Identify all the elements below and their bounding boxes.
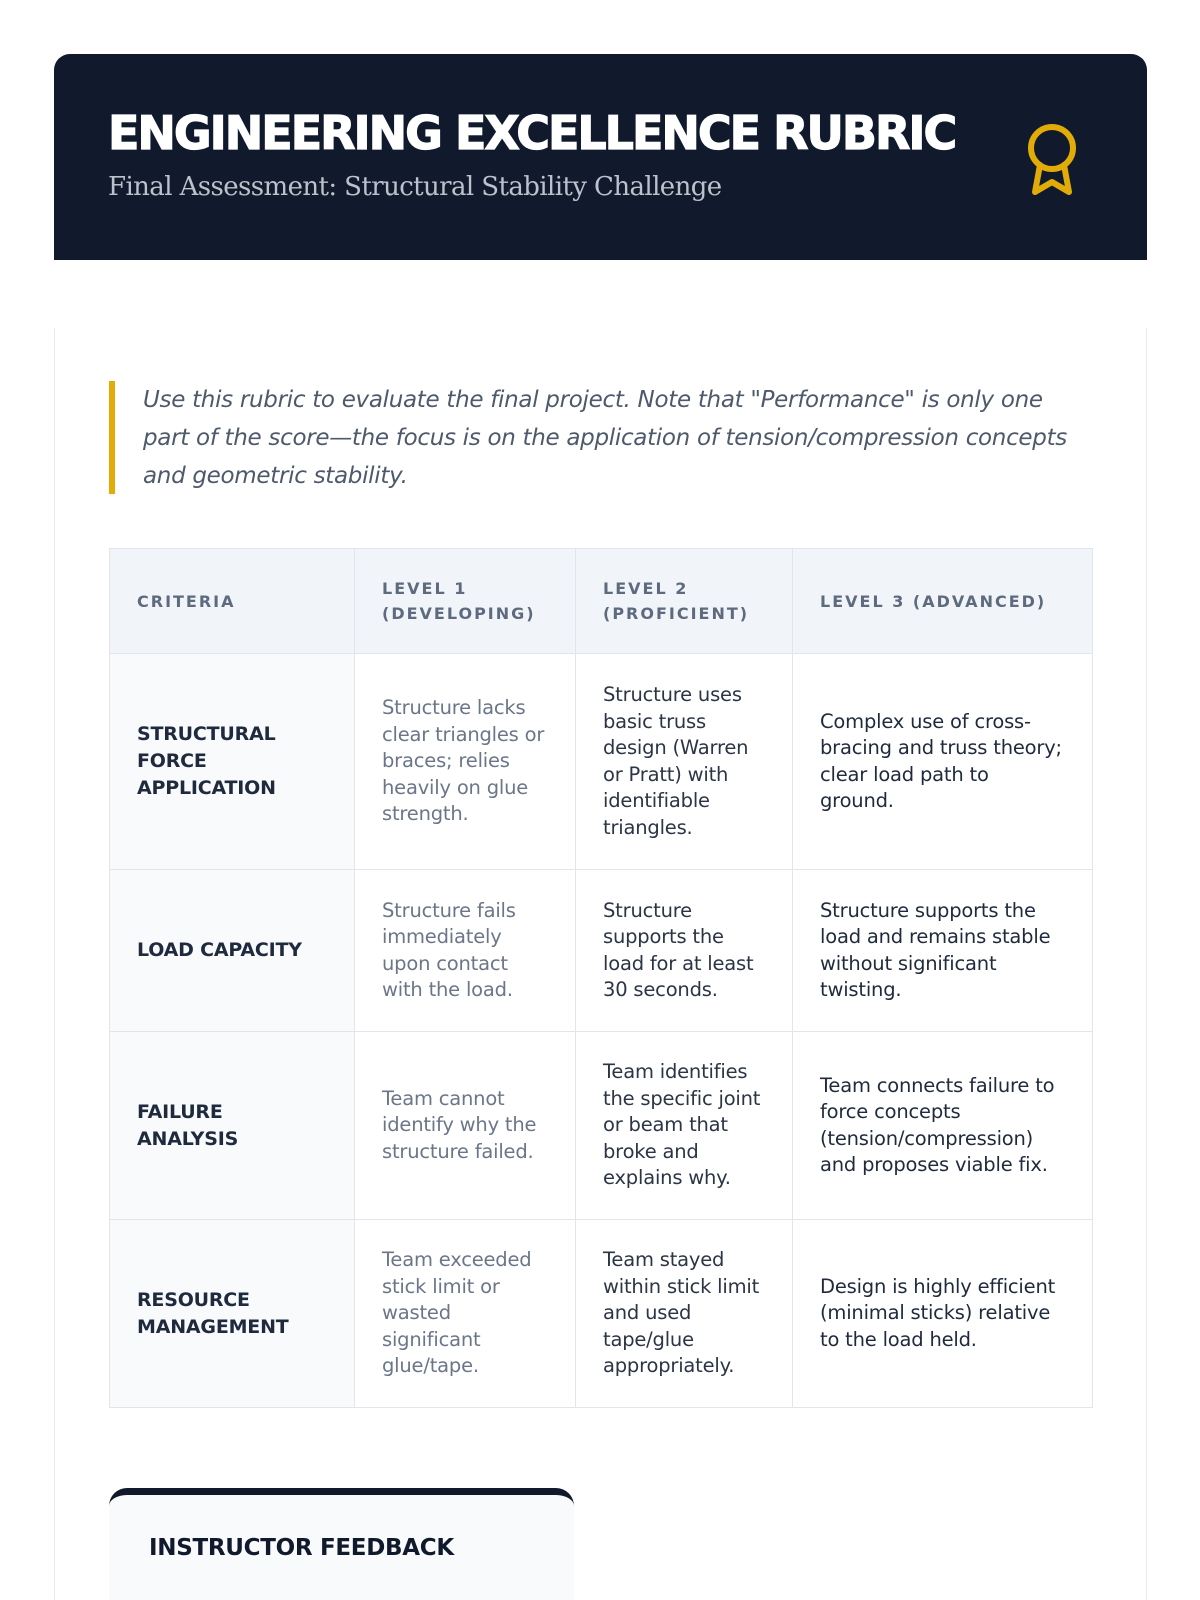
table-row <box>110 1220 1093 1408</box>
level-3-cell: Team connects failure to force concepts (tension/compression) and proposes viable fix. <box>793 1032 1093 1220</box>
level-3-cell: Design is highly efficient (minimal sticks) relative to the load held. <box>793 1220 1093 1408</box>
header-level-1: LEVEL 1 (DEVELOPING) <box>355 549 576 654</box>
criteria-cell: RESOURCE MANAGEMENT <box>110 1220 355 1408</box>
level-2-cell: Structure supports the load for at least 30 seconds. <box>576 870 793 1032</box>
level-2-cell: Team stayed within stick limit and used tape/glue appropriately. <box>576 1220 793 1408</box>
level-3-cell: Complex use of cross-bracing and truss theory; clear load path to ground. <box>793 654 1093 870</box>
rubric-table <box>109 548 1093 1408</box>
level-1-cell: Team cannot identify why the structure failed. <box>355 1032 576 1220</box>
page-subtitle: Final Assessment: Structural Stability Challenge <box>108 172 722 202</box>
award-ribbon-icon <box>1022 120 1082 200</box>
criteria-cell: LOAD CAPACITY <box>110 870 355 1032</box>
table-header-row <box>110 549 1093 654</box>
table-row <box>110 654 1093 870</box>
criteria-cell: FAILURE ANALYSIS <box>110 1032 355 1220</box>
header-level-3: LEVEL 3 (ADVANCED) <box>793 549 1093 654</box>
instructor-feedback-panel <box>109 1488 574 1600</box>
level-2-cell: Team identifies the specific joint or beam that broke and explains why. <box>576 1032 793 1220</box>
header-criteria: CRITERIA <box>110 549 355 654</box>
intro-note: Use this rubric to evaluate the final project. Note that "Performance" is only one part of the score—the focus is on the application of tension/compression concepts and geometric stability. <box>109 381 1091 494</box>
level-1-cell: Structure fails immediately upon contact with the load. <box>355 870 576 1032</box>
level-2-cell: Structure uses basic truss design (Warren or Pratt) with identifiable triangles. <box>576 654 793 870</box>
level-1-cell: Structure lacks clear triangles or braces; relies heavily on glue strength. <box>355 654 576 870</box>
criteria-cell: STRUCTURAL FORCE APPLICATION <box>110 654 355 870</box>
header-level-2: LEVEL 2 (PROFICIENT) <box>576 549 793 654</box>
feedback-title: INSTRUCTOR FEEDBACK <box>149 1535 454 1561</box>
page-title: ENGINEERING EXCELLENCE RUBRIC <box>108 106 956 160</box>
level-1-cell: Team exceeded stick limit or wasted significant glue/tape. <box>355 1220 576 1408</box>
table-row <box>110 870 1093 1032</box>
level-3-cell: Structure supports the load and remains stable without significant twisting. <box>793 870 1093 1032</box>
table-row <box>110 1032 1093 1220</box>
header-banner <box>54 54 1147 260</box>
